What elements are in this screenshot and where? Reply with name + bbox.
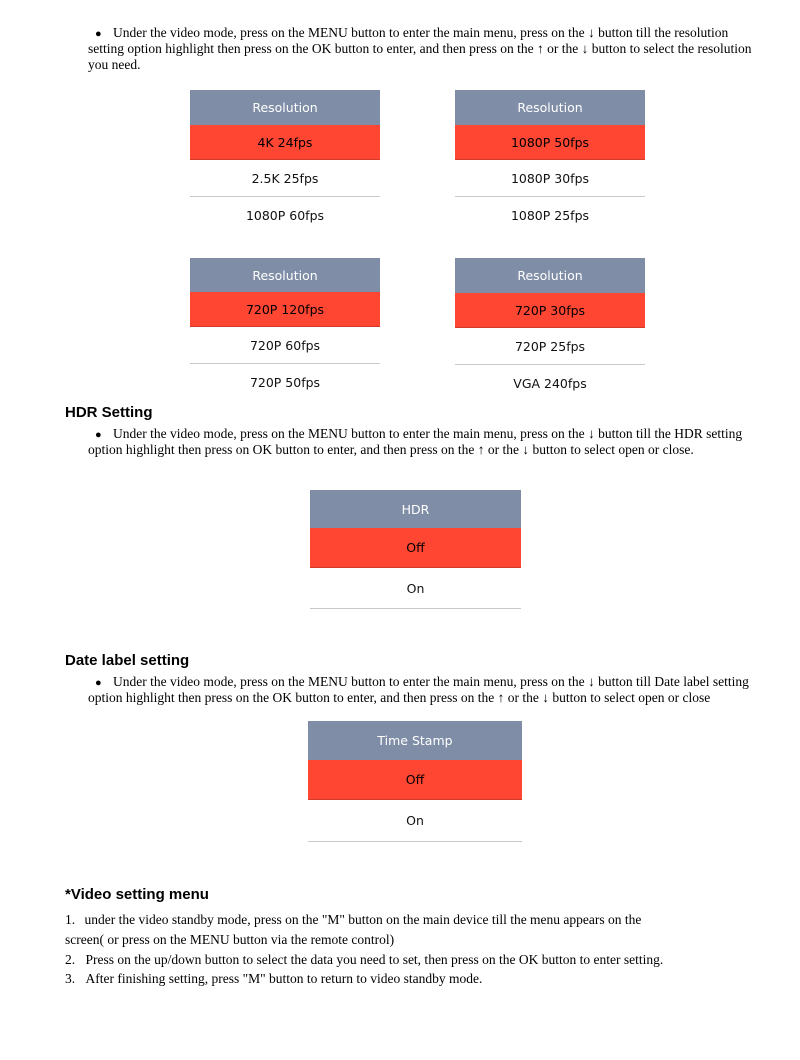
step-number: 2.	[65, 952, 76, 967]
bullet-icon: ●	[95, 28, 102, 40]
step-text: Press on the up/down button to select the data you need to set, then press on the OK button to enter setting.	[85, 952, 664, 967]
menu-option[interactable]: 1080P 30fps	[455, 160, 645, 197]
date-label-instructions	[88, 674, 753, 706]
hdr-instructions	[88, 426, 753, 458]
bullet-icon: ●	[95, 677, 102, 689]
menu-title: Resolution	[190, 90, 380, 125]
resolution-menu-1	[190, 90, 380, 233]
menu-title: Resolution	[455, 258, 645, 293]
menu-selected-option[interactable]: 720P 120fps	[190, 292, 380, 327]
time-stamp-menu	[308, 721, 522, 842]
menu-title: Time Stamp	[308, 721, 522, 760]
date-label-heading: Date label setting	[65, 652, 190, 669]
date-label-instructions-text: Under the video mode, press on the MENU button to enter the main menu, press on the ↓ button till Date label setting option highlight then press on the OK button to enter, and then press on the ↑ or the ↓ button to select open or close	[88, 674, 749, 705]
menu-option[interactable]: 720P 60fps	[190, 327, 380, 364]
bullet-icon: ●	[95, 429, 102, 441]
menu-selected-option[interactable]: Off	[308, 760, 522, 800]
menu-option[interactable]: 720P 50fps	[249, 374, 321, 390]
video-setting-menu-heading: *Video setting menu	[65, 886, 209, 903]
menu-option[interactable]: 1080P 25fps	[510, 207, 590, 223]
menu-title: HDR	[310, 490, 521, 528]
menu-title: Resolution	[190, 258, 380, 292]
step-1-continuation: screen( or press on the MENU button via the remote control)	[65, 932, 395, 947]
menu-option[interactable]: 1080P 60fps	[245, 207, 325, 223]
hdr-instructions-text: Under the video mode, press on the MENU button to enter the main menu, press on the ↓ button till the HDR setting option highlight then press on OK button to enter, and then press on the ↑ or the ↓ button to select open or close.	[88, 426, 743, 457]
menu-selected-option[interactable]: 720P 30fps	[455, 293, 645, 328]
step-1	[65, 912, 641, 928]
step-3	[65, 971, 482, 987]
hdr-menu	[310, 490, 521, 609]
menu-option[interactable]: 2.5K 25fps	[190, 160, 380, 197]
step-number: 3.	[65, 971, 76, 986]
menu-selected-option[interactable]: 4K 24fps	[190, 125, 380, 160]
resolution-menu-3	[190, 258, 380, 400]
menu-option[interactable]: On	[308, 800, 522, 842]
step-2	[65, 952, 663, 968]
step-text: After finishing setting, press "M" button to return to video standby mode.	[85, 971, 483, 986]
resolution-instructions	[88, 25, 753, 73]
menu-option[interactable]: 720P 25fps	[455, 328, 645, 365]
resolution-menu-4	[455, 258, 645, 401]
menu-selected-option[interactable]: 1080P 50fps	[455, 125, 645, 160]
resolution-menu-2	[455, 90, 645, 233]
hdr-heading: HDR Setting	[65, 404, 153, 421]
menu-option[interactable]: VGA 240fps	[513, 375, 587, 391]
step-text: under the video standby mode, press on the "M" button on the main device till the menu appears on the	[84, 912, 642, 927]
menu-selected-option[interactable]: Off	[310, 528, 521, 568]
menu-title: Resolution	[455, 90, 645, 125]
resolution-instructions-text: Under the video mode, press on the MENU button to enter the main menu, press on the ↓ button till the resolution setting option highlight then press on the OK button to enter, and then press on the ↑ or the ↓ button to select the resolution you need.	[88, 25, 752, 72]
step-number: 1.	[65, 912, 76, 927]
menu-option[interactable]: On	[310, 568, 521, 609]
